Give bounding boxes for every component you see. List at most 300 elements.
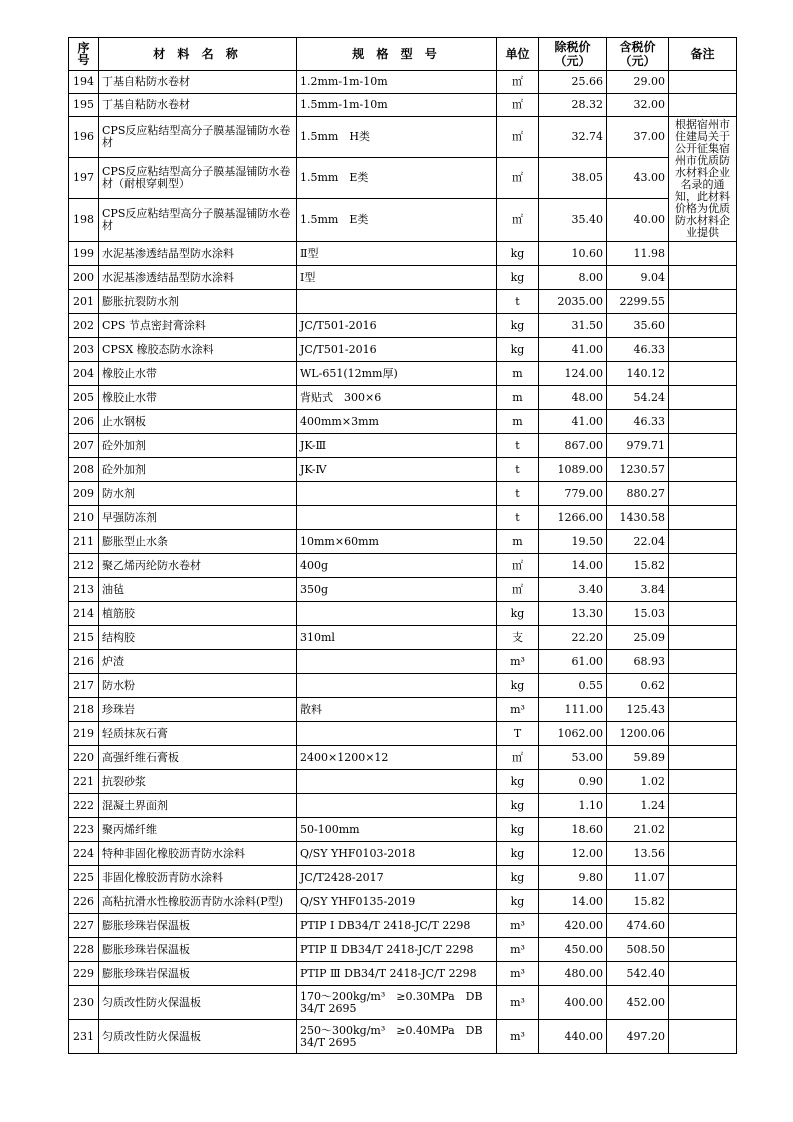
cell-seq: 206 xyxy=(69,410,99,434)
table-row xyxy=(69,650,737,674)
cell-name: 珍珠岩 xyxy=(99,698,297,722)
cell-name: 聚丙烯纤维 xyxy=(99,818,297,842)
cell-note xyxy=(669,986,737,1020)
cell-spec: JC/T2428-2017 xyxy=(297,866,497,890)
table-row xyxy=(69,626,737,650)
table-row xyxy=(69,1020,737,1054)
cell-note xyxy=(669,1020,737,1054)
table-row xyxy=(69,938,737,962)
cell-unit: kg xyxy=(497,770,539,794)
cell-note xyxy=(669,266,737,290)
cell-name: 丁基自粘防水卷材 xyxy=(99,71,297,94)
cell-seq: 222 xyxy=(69,794,99,818)
table-row xyxy=(69,362,737,386)
table-row xyxy=(69,199,737,242)
cell-seq: 210 xyxy=(69,506,99,530)
table-row xyxy=(69,158,737,199)
cell-price-inc-tax: 29.00 xyxy=(607,71,669,94)
cell-spec: 1.5mm H类 xyxy=(297,117,497,158)
cell-unit: kg xyxy=(497,338,539,362)
cell-seq: 225 xyxy=(69,866,99,890)
cell-price-ex-tax: 1.10 xyxy=(539,794,607,818)
cell-note xyxy=(669,482,737,506)
table-row xyxy=(69,866,737,890)
cell-price-inc-tax: 43.00 xyxy=(607,158,669,199)
cell-name: 膨胀型止水条 xyxy=(99,530,297,554)
cell-spec: 1.2mm-1m-10m xyxy=(297,71,497,94)
table-row xyxy=(69,94,737,117)
cell-note xyxy=(669,650,737,674)
cell-spec: JK-Ⅲ xyxy=(297,434,497,458)
cell-price-inc-tax: 46.33 xyxy=(607,410,669,434)
cell-note xyxy=(669,434,737,458)
header-row xyxy=(69,38,737,71)
cell-spec: PTIP Ⅲ DB34/T 2418-JC/T 2298 xyxy=(297,962,497,986)
table-row xyxy=(69,506,737,530)
cell-spec xyxy=(297,770,497,794)
cell-spec xyxy=(297,794,497,818)
cell-unit: m³ xyxy=(497,914,539,938)
table-row xyxy=(69,482,737,506)
cell-price-ex-tax: 1266.00 xyxy=(539,506,607,530)
cell-unit: m³ xyxy=(497,938,539,962)
cell-spec: 400g xyxy=(297,554,497,578)
table-row xyxy=(69,890,737,914)
table-row xyxy=(69,914,737,938)
cell-spec: JC/T501-2016 xyxy=(297,338,497,362)
header-spec: 规 格 型 号 xyxy=(297,38,497,71)
cell-price-ex-tax: 9.80 xyxy=(539,866,607,890)
cell-note xyxy=(669,386,737,410)
cell-unit: m xyxy=(497,410,539,434)
cell-unit: m xyxy=(497,530,539,554)
cell-seq: 230 xyxy=(69,986,99,1020)
cell-price-inc-tax: 13.56 xyxy=(607,842,669,866)
header-name: 材 料 名 称 xyxy=(99,38,297,71)
cell-seq: 196 xyxy=(69,117,99,158)
cell-seq: 223 xyxy=(69,818,99,842)
cell-name: 轻质抹灰石膏 xyxy=(99,722,297,746)
cell-note xyxy=(669,94,737,117)
cell-name: 丁基自粘防水卷材 xyxy=(99,94,297,117)
cell-unit: ㎡ xyxy=(497,158,539,199)
cell-name: 水泥基渗透结晶型防水涂料 xyxy=(99,242,297,266)
cell-price-ex-tax: 32.74 xyxy=(539,117,607,158)
cell-name: CPS反应粘结型高分子膜基湿铺防水卷材（耐根穿刺型） xyxy=(99,158,297,199)
cell-name: 砼外加剂 xyxy=(99,458,297,482)
cell-spec: Q/SY YHF0135-2019 xyxy=(297,890,497,914)
cell-name: 结构胶 xyxy=(99,626,297,650)
price-table xyxy=(68,37,737,1054)
cell-seq: 199 xyxy=(69,242,99,266)
table-row xyxy=(69,117,737,158)
cell-seq: 224 xyxy=(69,842,99,866)
cell-unit: kg xyxy=(497,674,539,698)
cell-unit: m xyxy=(497,386,539,410)
table-row xyxy=(69,602,737,626)
cell-price-inc-tax: 25.09 xyxy=(607,626,669,650)
cell-name: 炉渣 xyxy=(99,650,297,674)
cell-spec: I型 xyxy=(297,266,497,290)
cell-seq: 218 xyxy=(69,698,99,722)
cell-price-inc-tax: 1430.58 xyxy=(607,506,669,530)
cell-name: 膨胀珍珠岩保温板 xyxy=(99,938,297,962)
cell-unit: kg xyxy=(497,314,539,338)
cell-unit: m³ xyxy=(497,962,539,986)
cell-unit: m³ xyxy=(497,650,539,674)
cell-price-inc-tax: 1.02 xyxy=(607,770,669,794)
cell-price-inc-tax: 474.60 xyxy=(607,914,669,938)
cell-unit: t xyxy=(497,482,539,506)
cell-spec xyxy=(297,602,497,626)
cell-unit: kg xyxy=(497,794,539,818)
cell-spec: 310ml xyxy=(297,626,497,650)
cell-price-inc-tax: 2299.55 xyxy=(607,290,669,314)
cell-price-ex-tax: 779.00 xyxy=(539,482,607,506)
cell-price-inc-tax: 3.84 xyxy=(607,578,669,602)
cell-spec: 10mm×60mm xyxy=(297,530,497,554)
cell-price-ex-tax: 3.40 xyxy=(539,578,607,602)
cell-name: 止水钢板 xyxy=(99,410,297,434)
cell-name: 膨胀珍珠岩保温板 xyxy=(99,914,297,938)
cell-seq: 219 xyxy=(69,722,99,746)
cell-price-ex-tax: 0.90 xyxy=(539,770,607,794)
table-row xyxy=(69,266,737,290)
cell-note xyxy=(669,410,737,434)
table-row xyxy=(69,962,737,986)
cell-price-ex-tax: 400.00 xyxy=(539,986,607,1020)
cell-spec: 1.5mm E类 xyxy=(297,158,497,199)
cell-name: CPS反应粘结型高分子膜基湿铺防水卷材 xyxy=(99,199,297,242)
table-row xyxy=(69,314,737,338)
cell-name: 高粘抗滑水性橡胶沥青防水涂料(P型) xyxy=(99,890,297,914)
cell-unit: ㎡ xyxy=(497,117,539,158)
cell-name: 植筋胶 xyxy=(99,602,297,626)
cell-price-ex-tax: 35.40 xyxy=(539,199,607,242)
cell-seq: 217 xyxy=(69,674,99,698)
cell-price-inc-tax: 508.50 xyxy=(607,938,669,962)
table-row xyxy=(69,410,737,434)
cell-price-ex-tax: 53.00 xyxy=(539,746,607,770)
cell-seq: 207 xyxy=(69,434,99,458)
table-row xyxy=(69,434,737,458)
table-body xyxy=(69,71,737,1054)
cell-note xyxy=(669,290,737,314)
cell-note xyxy=(669,314,737,338)
table-row xyxy=(69,746,737,770)
cell-unit: t xyxy=(497,506,539,530)
table-row xyxy=(69,722,737,746)
table-row xyxy=(69,386,737,410)
cell-name: 匀质改性防火保温板 xyxy=(99,986,297,1020)
cell-note xyxy=(669,914,737,938)
cell-price-inc-tax: 9.04 xyxy=(607,266,669,290)
cell-unit: ㎡ xyxy=(497,71,539,94)
cell-spec xyxy=(297,506,497,530)
cell-spec xyxy=(297,482,497,506)
cell-spec: Ⅱ型 xyxy=(297,242,497,266)
cell-seq: 200 xyxy=(69,266,99,290)
cell-price-inc-tax: 1230.57 xyxy=(607,458,669,482)
cell-price-ex-tax: 867.00 xyxy=(539,434,607,458)
cell-seq: 211 xyxy=(69,530,99,554)
cell-spec: 50-100mm xyxy=(297,818,497,842)
cell-note xyxy=(669,770,737,794)
cell-unit: ㎡ xyxy=(497,94,539,117)
cell-unit: ㎡ xyxy=(497,578,539,602)
cell-unit: t xyxy=(497,434,539,458)
cell-price-ex-tax: 2035.00 xyxy=(539,290,607,314)
cell-name: 聚乙烯丙纶防水卷材 xyxy=(99,554,297,578)
cell-price-ex-tax: 1089.00 xyxy=(539,458,607,482)
cell-seq: 195 xyxy=(69,94,99,117)
cell-price-inc-tax: 452.00 xyxy=(607,986,669,1020)
cell-price-ex-tax: 13.30 xyxy=(539,602,607,626)
cell-price-ex-tax: 41.00 xyxy=(539,338,607,362)
cell-price-ex-tax: 31.50 xyxy=(539,314,607,338)
cell-name: 高强纤维石膏板 xyxy=(99,746,297,770)
cell-spec: PTIP Ⅱ DB34/T 2418-JC/T 2298 xyxy=(297,938,497,962)
cell-spec: 250～300kg/m³ ≥0.40MPa DB 34/T 2695 xyxy=(297,1020,497,1054)
cell-price-ex-tax: 25.66 xyxy=(539,71,607,94)
cell-unit: T xyxy=(497,722,539,746)
table-row xyxy=(69,818,737,842)
cell-unit: m³ xyxy=(497,986,539,1020)
cell-note xyxy=(669,698,737,722)
cell-name: 砼外加剂 xyxy=(99,434,297,458)
cell-name: 特种非固化橡胶沥青防水涂料 xyxy=(99,842,297,866)
table-row xyxy=(69,530,737,554)
cell-price-inc-tax: 140.12 xyxy=(607,362,669,386)
cell-name: 混凝土界面剂 xyxy=(99,794,297,818)
cell-price-inc-tax: 46.33 xyxy=(607,338,669,362)
cell-seq: 227 xyxy=(69,914,99,938)
cell-name: 水泥基渗透结晶型防水涂料 xyxy=(99,266,297,290)
cell-note xyxy=(669,962,737,986)
cell-name: 早强防冻剂 xyxy=(99,506,297,530)
cell-unit: m³ xyxy=(497,1020,539,1054)
cell-price-inc-tax: 1.24 xyxy=(607,794,669,818)
cell-name: 橡胶止水带 xyxy=(99,386,297,410)
cell-spec xyxy=(297,674,497,698)
cell-price-ex-tax: 14.00 xyxy=(539,554,607,578)
cell-name: 匀质改性防火保温板 xyxy=(99,1020,297,1054)
cell-seq: 205 xyxy=(69,386,99,410)
table-row xyxy=(69,986,737,1020)
cell-price-inc-tax: 880.27 xyxy=(607,482,669,506)
cell-note xyxy=(669,458,737,482)
cell-seq: 212 xyxy=(69,554,99,578)
cell-price-inc-tax: 979.71 xyxy=(607,434,669,458)
cell-spec: PTIP Ⅰ DB34/T 2418-JC/T 2298 xyxy=(297,914,497,938)
cell-spec: 350g xyxy=(297,578,497,602)
cell-price-ex-tax: 1062.00 xyxy=(539,722,607,746)
cell-note xyxy=(669,938,737,962)
cell-seq: 209 xyxy=(69,482,99,506)
cell-seq: 215 xyxy=(69,626,99,650)
cell-price-ex-tax: 480.00 xyxy=(539,962,607,986)
cell-note xyxy=(669,530,737,554)
cell-seq: 194 xyxy=(69,71,99,94)
cell-price-inc-tax: 15.03 xyxy=(607,602,669,626)
cell-price-ex-tax: 0.55 xyxy=(539,674,607,698)
cell-unit: kg xyxy=(497,266,539,290)
header-unit: 单位 xyxy=(497,38,539,71)
cell-seq: 202 xyxy=(69,314,99,338)
cell-unit: ㎡ xyxy=(497,554,539,578)
cell-unit: kg xyxy=(497,242,539,266)
cell-seq: 214 xyxy=(69,602,99,626)
cell-price-ex-tax: 124.00 xyxy=(539,362,607,386)
cell-price-inc-tax: 125.43 xyxy=(607,698,669,722)
cell-price-inc-tax: 1200.06 xyxy=(607,722,669,746)
table-row xyxy=(69,794,737,818)
cell-price-inc-tax: 22.04 xyxy=(607,530,669,554)
cell-price-ex-tax: 111.00 xyxy=(539,698,607,722)
cell-note xyxy=(669,554,737,578)
cell-price-ex-tax: 10.60 xyxy=(539,242,607,266)
cell-unit: kg xyxy=(497,866,539,890)
cell-unit: ㎡ xyxy=(497,746,539,770)
cell-price-ex-tax: 18.60 xyxy=(539,818,607,842)
cell-price-inc-tax: 11.98 xyxy=(607,242,669,266)
cell-note xyxy=(669,722,737,746)
cell-note xyxy=(669,746,737,770)
cell-note xyxy=(669,842,737,866)
header-seq: 序号 xyxy=(69,38,99,71)
table-row xyxy=(69,554,737,578)
table-row xyxy=(69,770,737,794)
cell-name: 非固化橡胶沥青防水涂料 xyxy=(99,866,297,890)
cell-unit: 支 xyxy=(497,626,539,650)
cell-seq: 204 xyxy=(69,362,99,386)
cell-price-inc-tax: 32.00 xyxy=(607,94,669,117)
cell-note xyxy=(669,602,737,626)
cell-unit: ㎡ xyxy=(497,199,539,242)
cell-price-ex-tax: 41.00 xyxy=(539,410,607,434)
cell-unit: kg xyxy=(497,842,539,866)
cell-price-ex-tax: 38.05 xyxy=(539,158,607,199)
cell-price-inc-tax: 37.00 xyxy=(607,117,669,158)
cell-seq: 221 xyxy=(69,770,99,794)
cell-name: 油毡 xyxy=(99,578,297,602)
cell-spec: Q/SY YHF0103-2018 xyxy=(297,842,497,866)
cell-seq: 213 xyxy=(69,578,99,602)
cell-unit: t xyxy=(497,290,539,314)
cell-unit: m xyxy=(497,362,539,386)
cell-spec: 1.5mm-1m-10m xyxy=(297,94,497,117)
cell-seq: 216 xyxy=(69,650,99,674)
cell-price-ex-tax: 14.00 xyxy=(539,890,607,914)
cell-spec: WL-651(12mm厚) xyxy=(297,362,497,386)
cell-price-ex-tax: 8.00 xyxy=(539,266,607,290)
cell-price-inc-tax: 542.40 xyxy=(607,962,669,986)
table-row xyxy=(69,290,737,314)
table-row xyxy=(69,578,737,602)
cell-name: CPS反应粘结型高分子膜基湿铺防水卷材 xyxy=(99,117,297,158)
cell-price-inc-tax: 497.20 xyxy=(607,1020,669,1054)
cell-name: 橡胶止水带 xyxy=(99,362,297,386)
cell-spec: 400mm×3mm xyxy=(297,410,497,434)
table-row xyxy=(69,458,737,482)
cell-seq: 231 xyxy=(69,1020,99,1054)
cell-spec: 1.5mm E类 xyxy=(297,199,497,242)
header-note: 备注 xyxy=(669,38,737,71)
cell-unit: kg xyxy=(497,818,539,842)
cell-seq: 220 xyxy=(69,746,99,770)
cell-spec xyxy=(297,722,497,746)
cell-price-inc-tax: 15.82 xyxy=(607,890,669,914)
cell-price-ex-tax: 440.00 xyxy=(539,1020,607,1054)
cell-price-inc-tax: 40.00 xyxy=(607,199,669,242)
cell-name: 防水剂 xyxy=(99,482,297,506)
cell-note xyxy=(669,242,737,266)
cell-price-inc-tax: 68.93 xyxy=(607,650,669,674)
cell-spec: 170～200kg/m³ ≥0.30MPa DB 34/T 2695 xyxy=(297,986,497,1020)
cell-name: CPSX 橡胶态防水涂料 xyxy=(99,338,297,362)
cell-note-merged: 根据宿州市住建局关于公开征集宿州市优质防水材料企业名录的通知，此材料价格为优质防水材料企业提供 xyxy=(669,117,737,242)
cell-name: CPS 节点密封膏涂料 xyxy=(99,314,297,338)
cell-spec: JC/T501-2016 xyxy=(297,314,497,338)
cell-price-inc-tax: 15.82 xyxy=(607,554,669,578)
cell-seq: 198 xyxy=(69,199,99,242)
header-price-inc-tax: 含税价 （元） xyxy=(607,38,669,71)
cell-note xyxy=(669,794,737,818)
cell-note xyxy=(669,890,737,914)
cell-name: 抗裂砂浆 xyxy=(99,770,297,794)
cell-price-inc-tax: 35.60 xyxy=(607,314,669,338)
cell-price-inc-tax: 59.89 xyxy=(607,746,669,770)
cell-price-ex-tax: 450.00 xyxy=(539,938,607,962)
table-row xyxy=(69,698,737,722)
cell-note xyxy=(669,362,737,386)
table-row xyxy=(69,842,737,866)
cell-spec: 2400×1200×12 xyxy=(297,746,497,770)
cell-name: 膨胀抗裂防水剂 xyxy=(99,290,297,314)
cell-name: 膨胀珍珠岩保温板 xyxy=(99,962,297,986)
cell-note xyxy=(669,338,737,362)
cell-name: 防水粉 xyxy=(99,674,297,698)
cell-seq: 208 xyxy=(69,458,99,482)
cell-price-ex-tax: 28.32 xyxy=(539,94,607,117)
cell-note xyxy=(669,818,737,842)
table-row xyxy=(69,338,737,362)
cell-spec: 背贴式 300×6 xyxy=(297,386,497,410)
cell-note xyxy=(669,71,737,94)
cell-note xyxy=(669,506,737,530)
cell-note xyxy=(669,866,737,890)
cell-spec: 散料 xyxy=(297,698,497,722)
table-row xyxy=(69,674,737,698)
cell-note xyxy=(669,674,737,698)
cell-unit: m³ xyxy=(497,698,539,722)
cell-price-inc-tax: 21.02 xyxy=(607,818,669,842)
cell-note xyxy=(669,578,737,602)
cell-seq: 201 xyxy=(69,290,99,314)
cell-price-inc-tax: 11.07 xyxy=(607,866,669,890)
cell-price-inc-tax: 0.62 xyxy=(607,674,669,698)
table-row xyxy=(69,242,737,266)
cell-seq: 203 xyxy=(69,338,99,362)
cell-seq: 226 xyxy=(69,890,99,914)
cell-price-ex-tax: 22.20 xyxy=(539,626,607,650)
cell-seq: 197 xyxy=(69,158,99,199)
cell-unit: t xyxy=(497,458,539,482)
cell-spec: JK-Ⅳ xyxy=(297,458,497,482)
cell-price-ex-tax: 19.50 xyxy=(539,530,607,554)
cell-seq: 228 xyxy=(69,938,99,962)
table-row xyxy=(69,71,737,94)
